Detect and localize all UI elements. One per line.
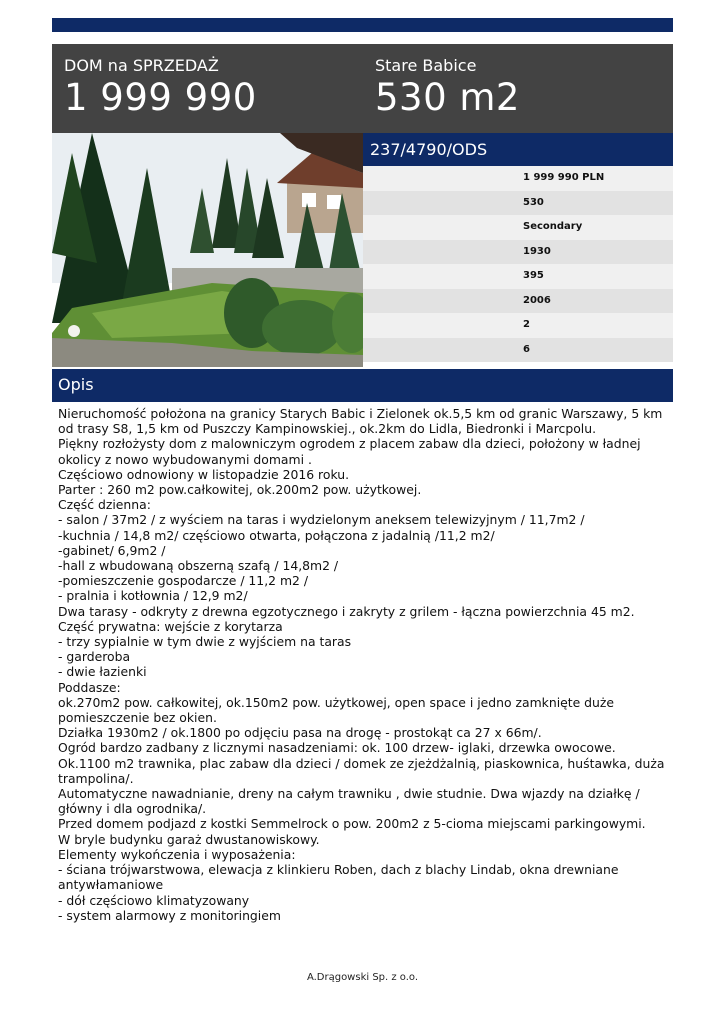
listing-header: [52, 44, 673, 133]
detail-plot-size: 1930: [363, 240, 673, 265]
detail-usable-area: 395: [363, 264, 673, 289]
description-line: trampolina/.: [58, 770, 134, 786]
detail-year: 2006: [363, 289, 673, 314]
description-line: Nieruchomość położona na granicy Starych Babic i Zielonek ok.5,5 km od granic Warszawy, 5 km: [58, 406, 663, 421]
description-line: Piękny rozłożysty dom z malowniczym ogrodem z placem zabaw dla dzieci, położony w ładnej: [58, 436, 641, 452]
description-line: antywłamaniowe: [58, 877, 164, 893]
header-right: [375, 56, 520, 120]
description-line: - dół częściowo klimatyzowany: [58, 892, 250, 908]
description-line: Działka 1930m2 / ok.1800 po odjęciu pasa na drogę - prostokąt ca 27 x 66m/.: [58, 725, 542, 741]
description-line: -kuchnia / 14,8 m2/ częściowo otwarta, połączona z jadalnią /11,2 m2/: [58, 527, 495, 543]
detail-price-pln: 1 999 990 PLN: [363, 166, 673, 191]
description-line: - system alarmowy z monitoringiem: [58, 907, 281, 923]
description-line: okolicy z nowo wybudowanymi domami .: [58, 451, 312, 467]
description-line: - garderoba: [58, 649, 131, 665]
listing-price: 1 999 990: [64, 76, 257, 119]
description-line: -hall z wbudowaną obszerną szafą / 14,8m2 /: [58, 558, 339, 574]
description-line: od trasy S8, 1,5 km od Puszczy Kampinowskiej., ok.2km do Lidla, Biedronki i Marcpolu.: [58, 421, 597, 437]
description-line: - salon / 37m2 / z wyściem na taras i wydzielonym aneksem telewizyjnym / 11,7m2 /: [58, 512, 585, 528]
reference-number: 237/4790/ODS: [363, 133, 673, 166]
details-table: [363, 166, 673, 362]
description-line: pomieszczenie bez okien.: [58, 710, 217, 726]
description-line: - pralnia i kotłownia / 12,9 m2/: [58, 588, 248, 604]
description-line: Przed domem podjazd z kostki Semmelrock o pow. 200m2 z 5-cioma miejscami parkingowymi.: [58, 816, 646, 832]
description-line: Częściowo odnowiony w listopadzie 2016 roku.: [58, 466, 350, 482]
company-footer: A.Drągowski Sp. z o.o.: [306, 972, 419, 983]
description-line: Dwa tarasy - odkryty z drewna egzotycznego i zakryty z grilem - łączna powierzchnia 45 m2.: [58, 603, 635, 619]
description-line: -pomieszczenie gospodarcze / 11,2 m2 /: [58, 573, 309, 589]
property-photo: [52, 133, 363, 367]
description-line: W bryle budynku garaż dwustanowiskowy.: [58, 831, 320, 847]
detail-floors: 2: [363, 313, 673, 338]
description-line: Część prywatna: wejście z korytarza: [58, 618, 283, 634]
description-line: Poddasze:: [58, 679, 121, 695]
listing-area: 530 m2: [375, 76, 520, 119]
description-line: - ściana trójwarstwowa, elewacja z klinkieru Roben, dach z blachy Lindab, okna drewniane: [58, 862, 619, 878]
garden-photo-image: [52, 133, 363, 367]
header-left: [64, 56, 257, 120]
description-line: główny i dla ogrodnika/.: [58, 801, 207, 817]
description-line: Ogród bardzo zadbany z licznymi nasadzeniami: ok. 100 drzew- iglaki, drzewka owocowe.: [58, 740, 616, 756]
top-decorative-bar: [52, 18, 673, 32]
description-line: Część dzienna:: [58, 497, 151, 513]
description-line: ok.270m2 pow. całkowitej, ok.150m2 pow. użytkowej, open space i jedno zamknięte duże: [58, 694, 615, 710]
detail-rooms: 6: [363, 338, 673, 363]
description-line: Elementy wykończenia i wyposażenia:: [58, 846, 296, 862]
listing-location: Stare Babice: [375, 56, 477, 75]
description-line: Automatyczne nawadnianie, dreny na całym trawniku , dwie studnie. Dwa wjazdy na działkę /: [58, 786, 640, 802]
description-line: Parter : 260 m2 pow.całkowitej, ok.200m2 pow. użytkowej.: [58, 482, 422, 498]
listing-type: DOM na SPRZEDAŻ: [64, 56, 219, 75]
description-line: Ok.1100 m2 trawnika, plac zabaw dla dzieci / domek ze zjeżdżalnią, piaskownica, huśtawka, duża: [58, 755, 665, 771]
description-line: -gabinet/ 6,9m2 /: [58, 542, 166, 558]
detail-market: Secondary: [363, 215, 673, 240]
description-line: - dwie łazienki: [58, 664, 147, 680]
description-text: [58, 406, 670, 923]
detail-area: 530: [363, 191, 673, 216]
description-heading: Opis: [52, 369, 673, 402]
description-line: - trzy sypialnie w tym dwie z wyjściem na taras: [58, 634, 352, 650]
